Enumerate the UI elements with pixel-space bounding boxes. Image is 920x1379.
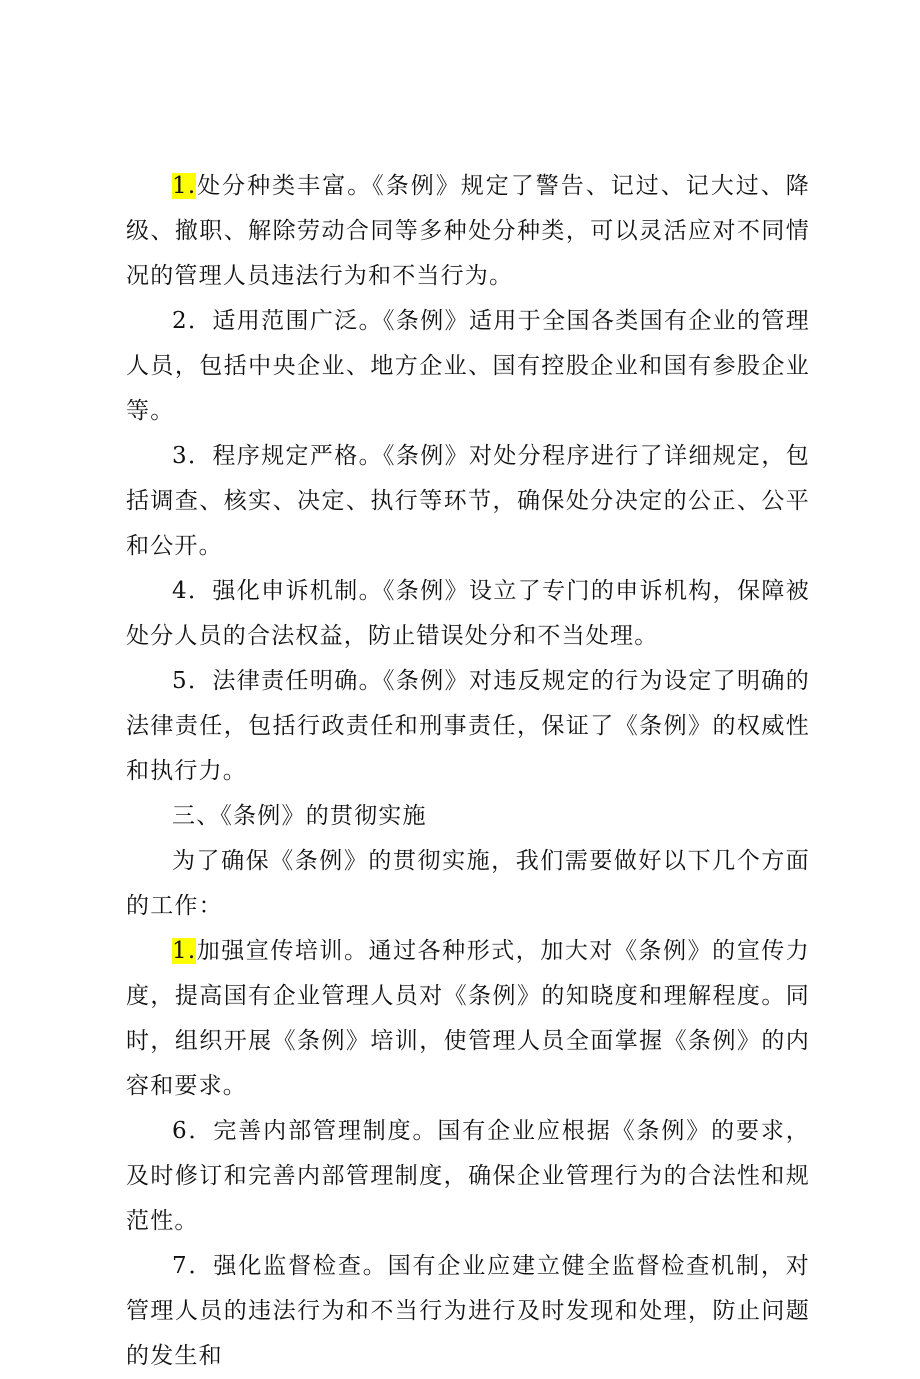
paragraph-text: 程序规定严格。《条例》对处分程序进行了详细规定，包括调查、核实、决定、执行等环节，确保处分决定的公正、公平和公开。 [126, 443, 811, 559]
paragraph-text: 加强宣传培训。通过各种形式，加大对《条例》的宣传力度，提高国有企业管理人员对《条例》的知晓度和理解程度。同时，组织开展《条例》培训，使管理人员全面掌握《条例》的内容和要求。 [126, 938, 810, 1099]
section-heading [126, 794, 810, 839]
paragraph-2 [126, 299, 810, 434]
section-heading-text: 三、《条例》的贯彻实施 [172, 803, 427, 829]
item-number: 3． [172, 443, 213, 469]
item-number: 2． [172, 308, 213, 334]
paragraph-text: 完善内部管理制度。国有企业应根据《条例》的要求，及时修订和完善内部管理制度，确保企业管理行为的合法性和规范性。 [126, 1118, 810, 1234]
paragraph-5 [126, 659, 810, 794]
paragraph-7 [126, 1109, 810, 1244]
item-number: 4． [172, 578, 213, 604]
document-body [126, 164, 810, 1379]
paragraph-text: 法律责任明确。《条例》对违反规定的行为设定了明确的法律责任，包括行政责任和刑事责任，保证了《条例》的权威性和执行力。 [126, 668, 811, 784]
paragraph-8 [126, 1244, 810, 1379]
paragraph-text: 强化申诉机制。《条例》设立了专门的申诉机构，保障被处分人员的合法权益，防止错误处分和不当处理。 [126, 578, 811, 649]
item-number: 6． [172, 1118, 214, 1144]
paragraph-4 [126, 569, 810, 659]
paragraph-text: 处分种类丰富。《条例》规定了警告、记过、记大过、降级、撤职、解除劳动合同等多种处分种类，可以灵活应对不同情况的管理人员违法行为和不当行为。 [126, 173, 810, 289]
paragraph-text: 适用范围广泛。《条例》适用于全国各类国有企业的管理人员，包括中央企业、地方企业、国有控股企业和国有参股企业等。 [126, 308, 811, 424]
item-number-highlighted: 1. [172, 938, 197, 964]
intro-paragraph [126, 839, 810, 929]
item-number: 5． [172, 668, 213, 694]
paragraph-6 [126, 929, 810, 1109]
paragraph-text: 强化监督检查。国有企业应建立健全监督检查机制，对管理人员的违法行为和不当行为进行及时发现和处理，防止问题的发生和 [126, 1253, 810, 1369]
item-number: 7． [172, 1253, 214, 1279]
paragraph-3 [126, 434, 810, 569]
paragraph-1 [126, 164, 810, 299]
item-number-highlighted: 1. [172, 173, 197, 199]
paragraph-text: 为了确保《条例》的贯彻实施，我们需要做好以下几个方面的工作： [126, 848, 810, 919]
